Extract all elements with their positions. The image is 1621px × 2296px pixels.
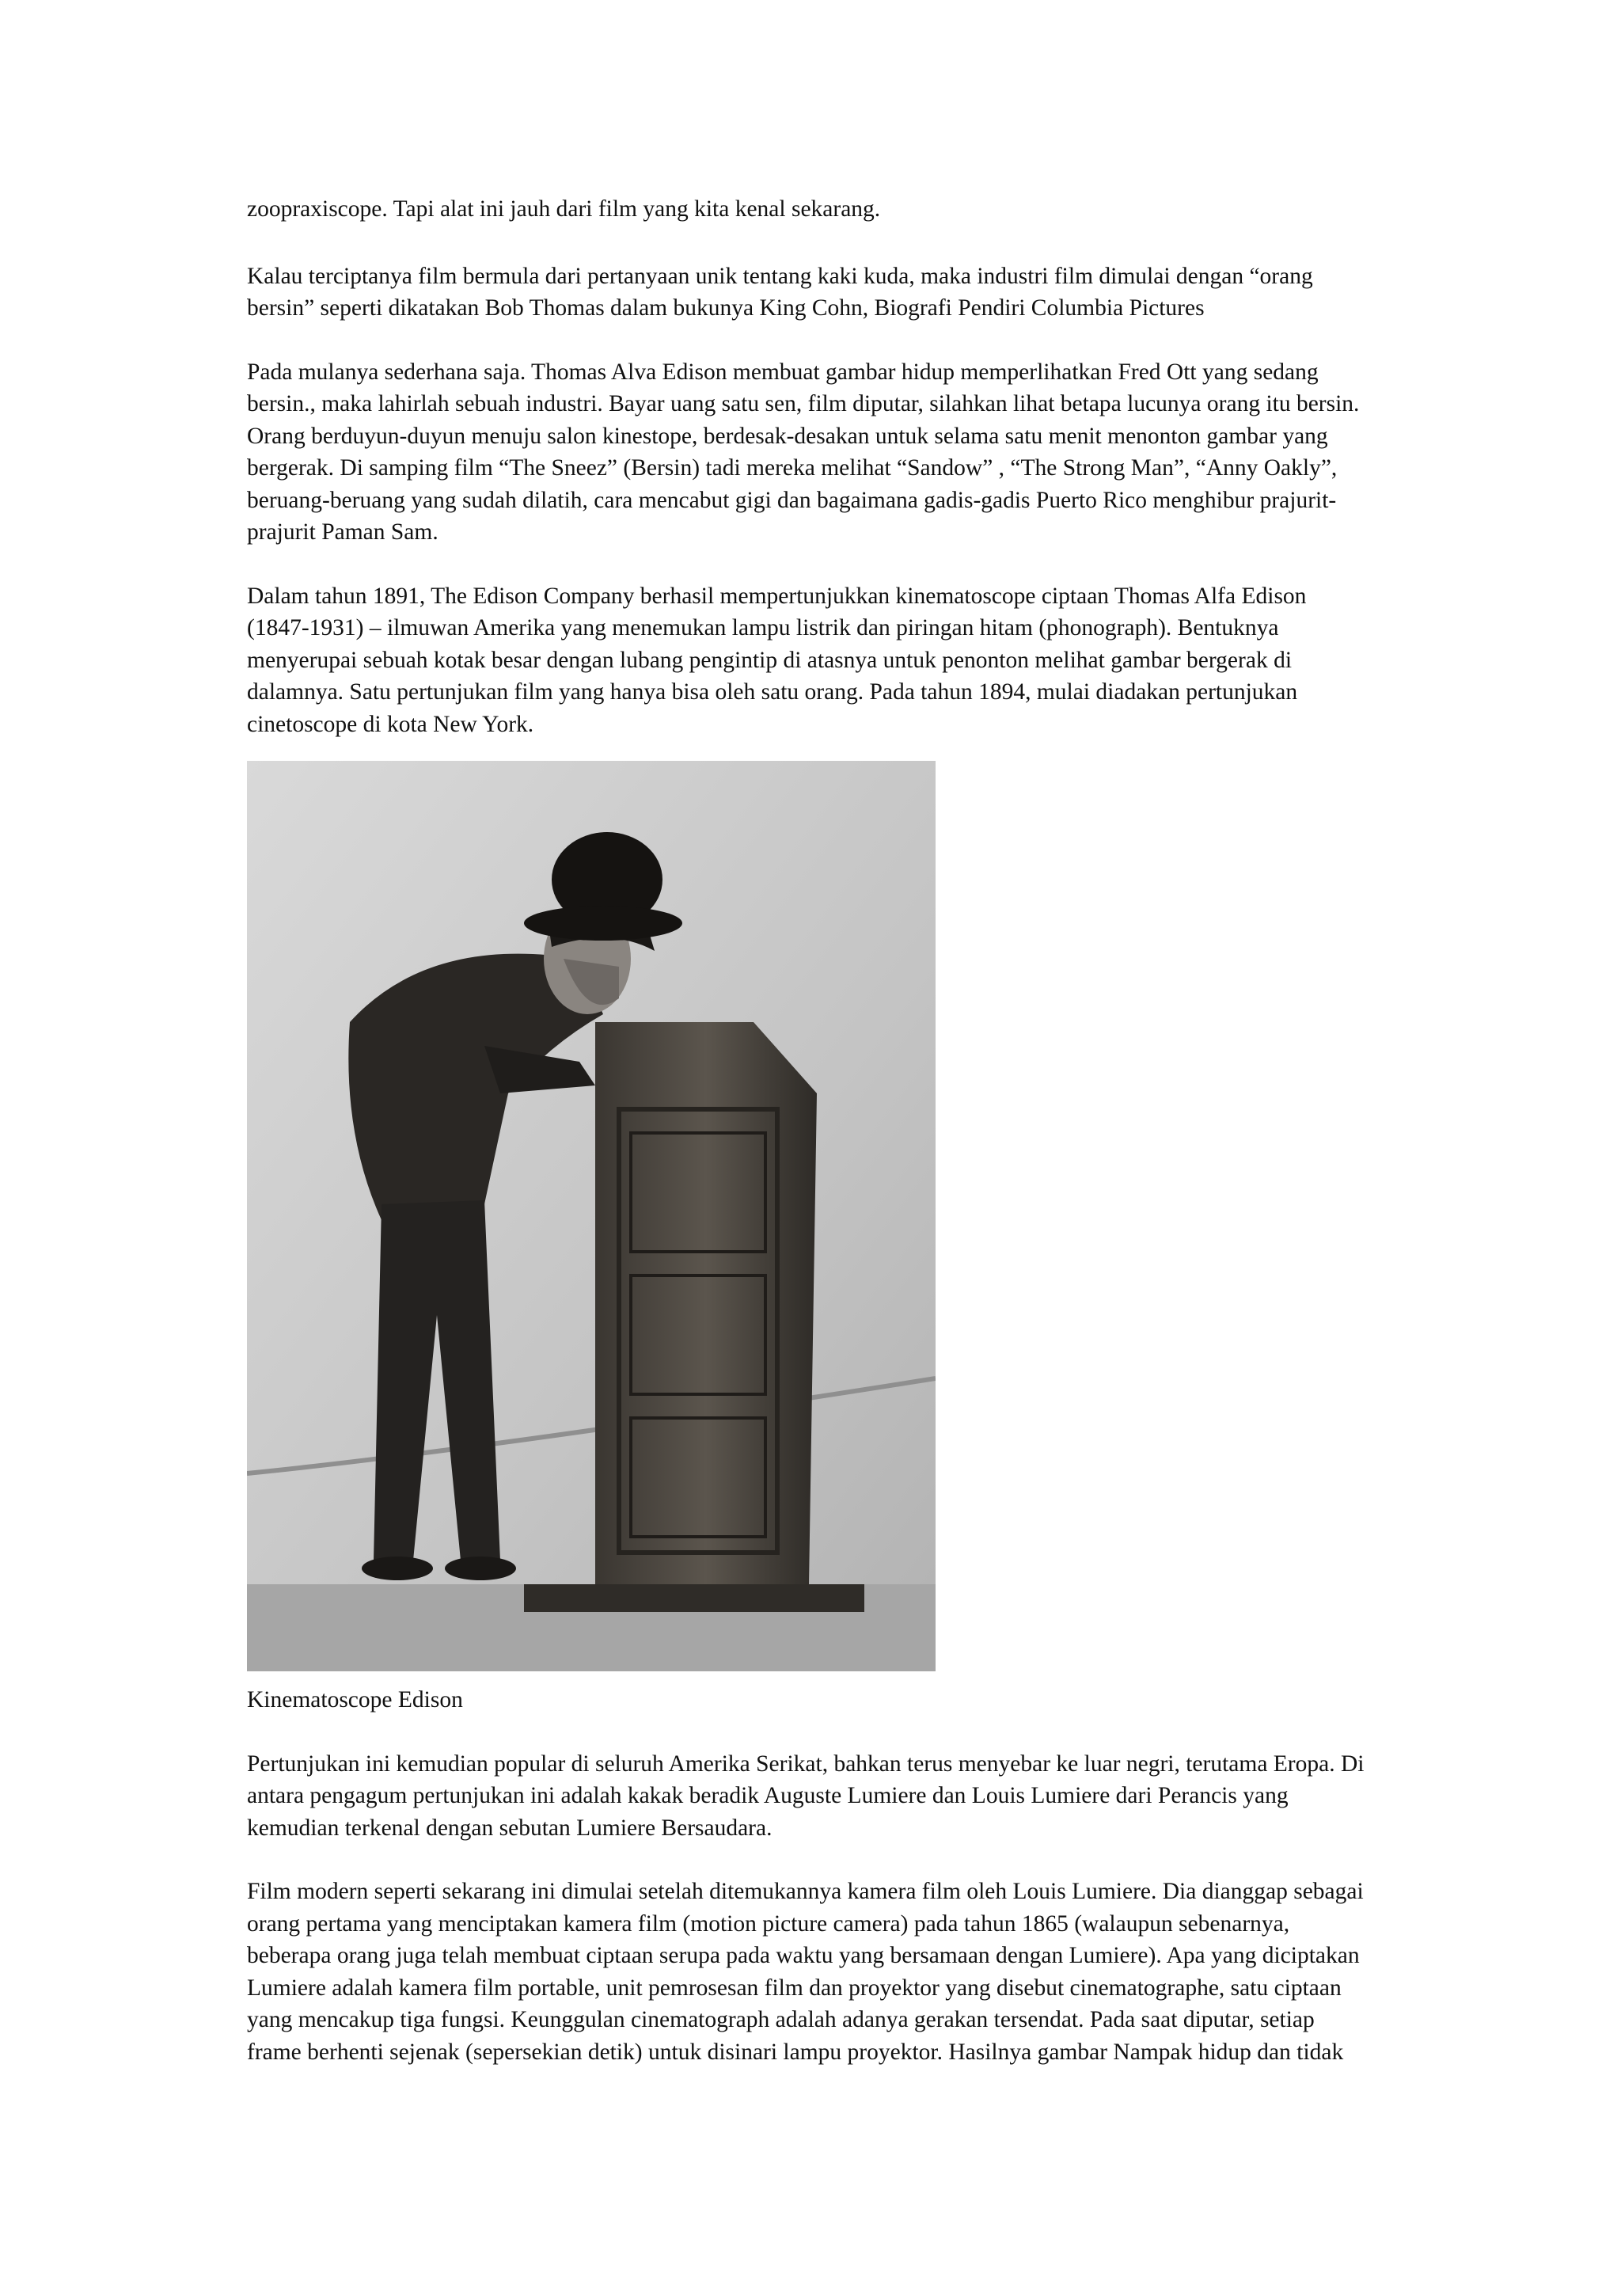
paragraph-3: Pada mulanya sederhana saja. Thomas Alva Edison membuat gambar hidup memperlihatkan Fred Ott yang sedang bersin., maka lahirlah sebuah industri. Bayar uang satu sen, film diputar, silahkan lihat betapa lucunya orang itu bersin. Orang berduyun-duyun menuju salon kinestope, berdesak-desakan untuk selama satu menit menonton gambar yang bergerak. Di samping film “The Sneez” (Bersin) tadi mereka melihat “Sandow” , “The Strong Man”, “Anny Oakly”, beruang-beruang yang sudah dilatih, cara mencabut gigi dan bagaimana gadis-gadis Puerto Rico menghibur prajurit-prajurit Paman Sam. — [247, 359, 1360, 545]
document-body — [247, 193, 1371, 2100]
paragraph-5: Pertunjukan ini kemudian popular di seluruh Amerika Serikat, bahkan terus menyebar ke luar negri, terutama Eropa. Di antara pengagum pertunjukan ini adalah kakak beradik Auguste Lumiere dan Louis Lumiere dari Perancis yang kemudian terkenal dengan sebutan Lumiere Bersaudara. — [247, 1751, 1365, 1841]
paragraph-6: Film modern seperti sekarang ini dimulai setelah ditemukannya kamera film oleh Louis Lumiere. Dia dianggap sebagai orang pertama yang menciptakan kamera film (motion picture camera) pada tahun 1865 (walaupun sebenarnya, beberapa orang juga telah membuat ciptaan serupa pada waktu yang bersamaan dengan Lumiere). Apa yang diciptakan Lumiere adalah kamera film portable, unit pemrosesan film dan proyektor yang disebut cinematographe, satu ciptaan yang mencakup tiga fungsi. Keunggulan cinematograph adalah adanya gerakan tersendat. Pada saat diputar, setiap frame berhenti sejenak (sepersekian detik) untuk disinari lampu proyektor. Hasilnya gambar Nampak hidup dan tidak — [247, 1879, 1364, 2065]
figure-caption: Kinematoscope Edison — [247, 1687, 463, 1712]
kinematoscope-photo-illustration — [247, 761, 936, 1671]
paragraph-2: Kalau terciptanya film bermula dari pertanyaan unik tentang kaki kuda, maka industri film dimulai dengan “orang bersin” seperti dikatakan Bob Thomas dalam bukunya King Cohn, Biografi Pendiri Columbia Pictures — [247, 263, 1313, 321]
paragraph-1: zoopraxiscope. Tapi alat ini jauh dari film yang kita kenal sekarang. — [247, 196, 881, 222]
paragraph-4: Dalam tahun 1891, The Edison Company berhasil mempertunjukkan kinematoscope ciptaan Thomas Alfa Edison (1847-1931) – ilmuwan Amerika yang menemukan lampu listrik dan piringan hitam (phonograph). Bentuknya menyerupai sebuah kotak besar dengan lubang pengintip di atasnya untuk penonton melihat gambar bergerak di dalamnya. Satu pertunjukan film yang hanya bisa oleh satu orang. Pada tahun 1894, mulai diadakan pertunjukan cinetoscope di kota New York. — [247, 583, 1307, 737]
kinematoscope-photo — [247, 761, 936, 1671]
